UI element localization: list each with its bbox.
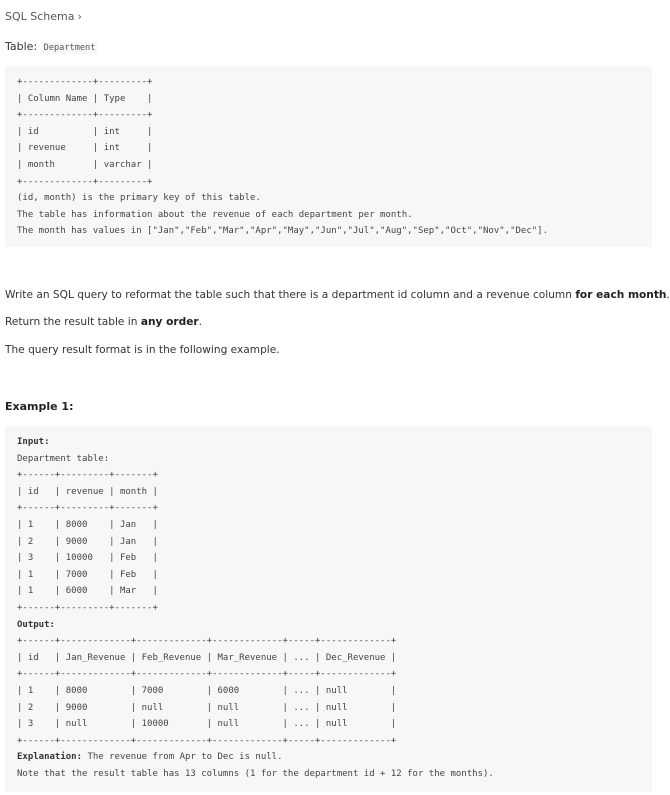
output-label: Output: [17,619,55,630]
input-table-line: +------+---------+-------+ [17,470,158,481]
explanation-note: Note that the result table has 13 columns (1 for the department id + 12 for the months). [17,768,494,779]
schema-line: The table has information about the revenue of each department per month. [17,209,413,220]
input-table-line: | 1 | 8000 | Jan | [17,519,158,530]
description-bold: for each month [575,289,667,301]
schema-line: +-------------+---------+ [17,110,153,121]
schema-line: (id, month) is the primary key of this table. [17,193,261,204]
input-table-line: | 3 | 10000 | Feb | [17,553,158,564]
output-table-line: +------+-------------+-------------+-------------+-----+-------------+ [17,669,397,680]
breadcrumb-label: SQL Schema [5,10,75,23]
output-table-line: +------+-------------+-------------+-------------+-----+-------------+ [17,735,397,746]
description-text: Return the result table in [5,316,141,328]
table-label: Table: [5,40,38,53]
description-punct: . [198,316,202,328]
description-punct: . [666,289,670,301]
description-paragraph-3 [5,344,280,356]
output-table-line: | 3 | null | 10000 | null | ... | null | [17,719,397,730]
schema-line: The month has values in ["Jan","Feb","Mar","Apr","May","Jun","Jul","Aug","Sep","Oct","Nov","Dec"]. [17,226,549,237]
schema-code-block [5,66,652,247]
breadcrumb-sql-schema[interactable] [5,10,82,23]
example-code-block [5,426,652,792]
input-table [17,470,158,613]
output-table-line: +------+-------------+-------------+-------------+-----+-------------+ [17,636,397,647]
output-table-line: | 2 | 9000 | null | null | ... | null | [17,702,397,713]
description-paragraph-2 [5,316,202,328]
input-table-line: | 2 | 9000 | Jan | [17,536,158,547]
schema-line: | Column Name | Type | [17,93,153,104]
input-table-line: | 1 | 7000 | Feb | [17,569,158,580]
input-caption: Department table: [17,453,110,464]
table-name-code: Department [41,42,99,54]
schema-line: +-------------+---------+ [17,77,153,87]
description-text: The query result format is in the following example. [5,344,280,356]
schema-line: | revenue | int | [17,143,153,154]
input-table-line: +------+---------+-------+ [17,503,158,514]
output-table-line: | id | Jan_Revenue | Feb_Revenue | Mar_Revenue | ... | Dec_Revenue | [17,652,397,663]
table-name-line [5,40,98,53]
schema-line: | month | varchar | [17,159,153,170]
explanation-text: The revenue from Apr to Dec is null. [82,752,283,763]
example-title: Example 1: [5,400,74,413]
input-label: Input: [17,437,50,447]
output-table [17,636,396,746]
description-paragraph-1 [5,289,670,301]
output-table-line: | 1 | 8000 | 7000 | 6000 | ... | null | [17,685,397,696]
schema-line: +-------------+---------+ [17,176,153,187]
input-table-line: | 1 | 6000 | Mar | [17,586,158,597]
description-text: Write an SQL query to reformat the table such that there is a department id column and a revenue column [5,289,576,301]
chevron-right-icon: › [77,10,82,23]
input-table-line: +------+---------+-------+ [17,602,158,613]
input-table-line: | id | revenue | month | [17,486,158,497]
explanation-label: Explanation: [17,752,83,763]
schema-line: | id | int | [17,126,153,137]
description-bold: any order [140,316,199,328]
